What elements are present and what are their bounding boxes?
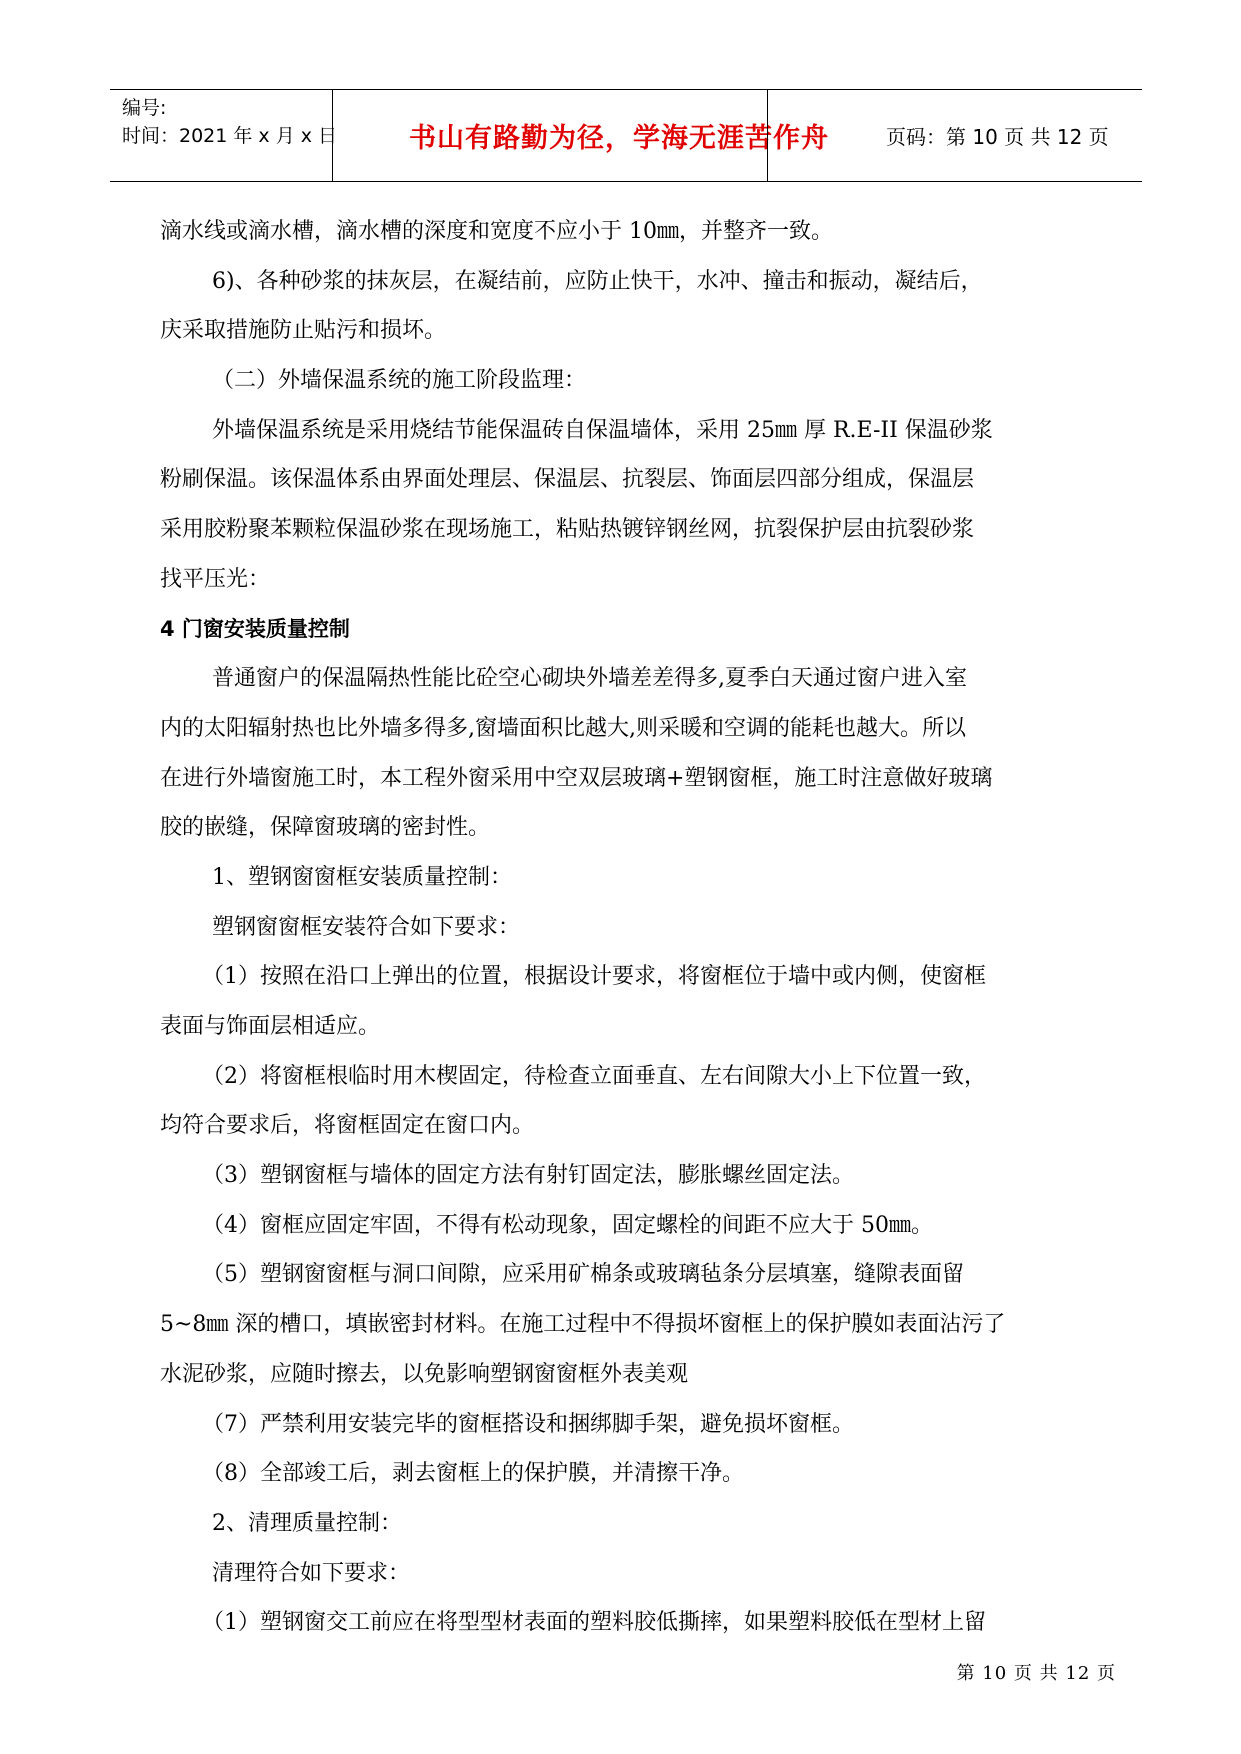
text-line: 清理符合如下要求： [212,1560,411,1586]
text-line: 6)、各种砂浆的抹灰层，在凝结前，应防止快干，水冲、撞击和振动，凝结后， [212,268,983,294]
text-line: 胶的嵌缝，保障窗玻璃的密封性。 [160,815,491,841]
page-header [110,89,1142,182]
document-body [160,207,1105,1648]
header-page-code: 页码：第 10 页 共 12 页 [886,125,1109,149]
text-line: 5~8㎜ 深的槽口，填嵌密封材料。在施工过程中不得损坏窗框上的保护膜如表面沾污了 [160,1312,1006,1338]
list-item: （3）塑钢窗框与墙体的固定方法有射钉固定法，膨胀螺丝固定法。 [202,1163,854,1189]
section-heading: 4 门窗安装质量控制 [160,616,350,641]
subsection-title: 2、清理质量控制： [212,1510,402,1536]
list-item: （2）将窗框根临时用木楔固定，待检查立面垂直、左右间隙大小上下位置一致， [202,1063,986,1089]
text-line: 庆采取措施防止贴污和损坏。 [160,318,447,344]
list-item: （5）塑钢窗窗框与洞口间隙，应采用矿棉条或玻璃毡条分层填塞，缝隙表面留 [202,1262,964,1288]
page-footer: 第 10 页 共 12 页 [956,1663,1116,1684]
text-line: 普通窗户的保温隔热性能比砼空心砌块外墙差差得多,夏季白天通过窗户进入室 [212,666,967,692]
text-line: 水泥砂浆，应随时擦去，以免影响塑钢窗窗框外表美观 [160,1361,689,1387]
text-line: 采用胶粉聚苯颗粒保温砂浆在现场施工，粘贴热镀锌钢丝网，抗裂保护层由抗裂砂浆 [160,517,975,543]
header-left-block [122,94,337,150]
text-line: 滴水线或滴水槽，滴水槽的深度和宽度不应小于 10㎜，并整齐一致。 [160,219,833,244]
text-line: 内的太阳辐射热也比外墙多得多,窗墙面积比越大,则采暖和空调的能耗也越大。所以 [160,715,966,741]
text-line: 均符合要求后，将窗框固定在窗口内。 [160,1113,535,1139]
text-line: 找平压光： [160,566,271,592]
text-line: 外墙保温系统是采用烧结节能保温砖自保温墙体，采用 25㎜ 厚 R.E-II 保温砂浆 [212,417,993,443]
section-subtitle: （二）外墙保温系统的施工阶段监理： [212,368,587,394]
list-item: （1）塑钢窗交工前应在将型型材表面的塑料胶低撕摔，如果塑料胶低在型材上留 [202,1610,986,1636]
header-divider-right [767,90,768,181]
list-item: （8）全部竣工后，剥去窗框上的保护膜，并清擦干净。 [202,1461,744,1487]
document-date: 时间：2021 年 x 月 x 日 [122,125,338,147]
text-line: 表面与饰面层相适应。 [160,1014,381,1039]
subsection-title: 1、塑钢窗窗框安装质量控制： [212,864,512,890]
list-item: （4）窗框应固定牢固，不得有松动现象，固定螺栓的间距不应大于 50㎜。 [202,1212,933,1238]
list-item: （1）按照在沿口上弹出的位置，根据设计要求，将窗框位于墙中或内侧，使窗框 [202,964,986,990]
header-divider-left [332,90,333,181]
document-number-label: 编号: [122,97,167,119]
header-motto: 书山有路勤为径，学海无涯苦作舟 [409,123,829,154]
text-line: 在进行外墙窗施工时，本工程外窗采用中空双层玻璃+塑钢窗框，施工时注意做好玻璃 [160,765,993,791]
list-item: （7）严禁利用安装完毕的窗框搭设和捆绑脚手架，避免损坏窗框。 [202,1411,854,1437]
text-line: 塑钢窗窗框安装符合如下要求： [212,914,521,940]
text-line: 粉刷保温。该保温体系由界面处理层、保温层、抗裂层、饰面层四部分组成，保温层 [160,467,975,493]
